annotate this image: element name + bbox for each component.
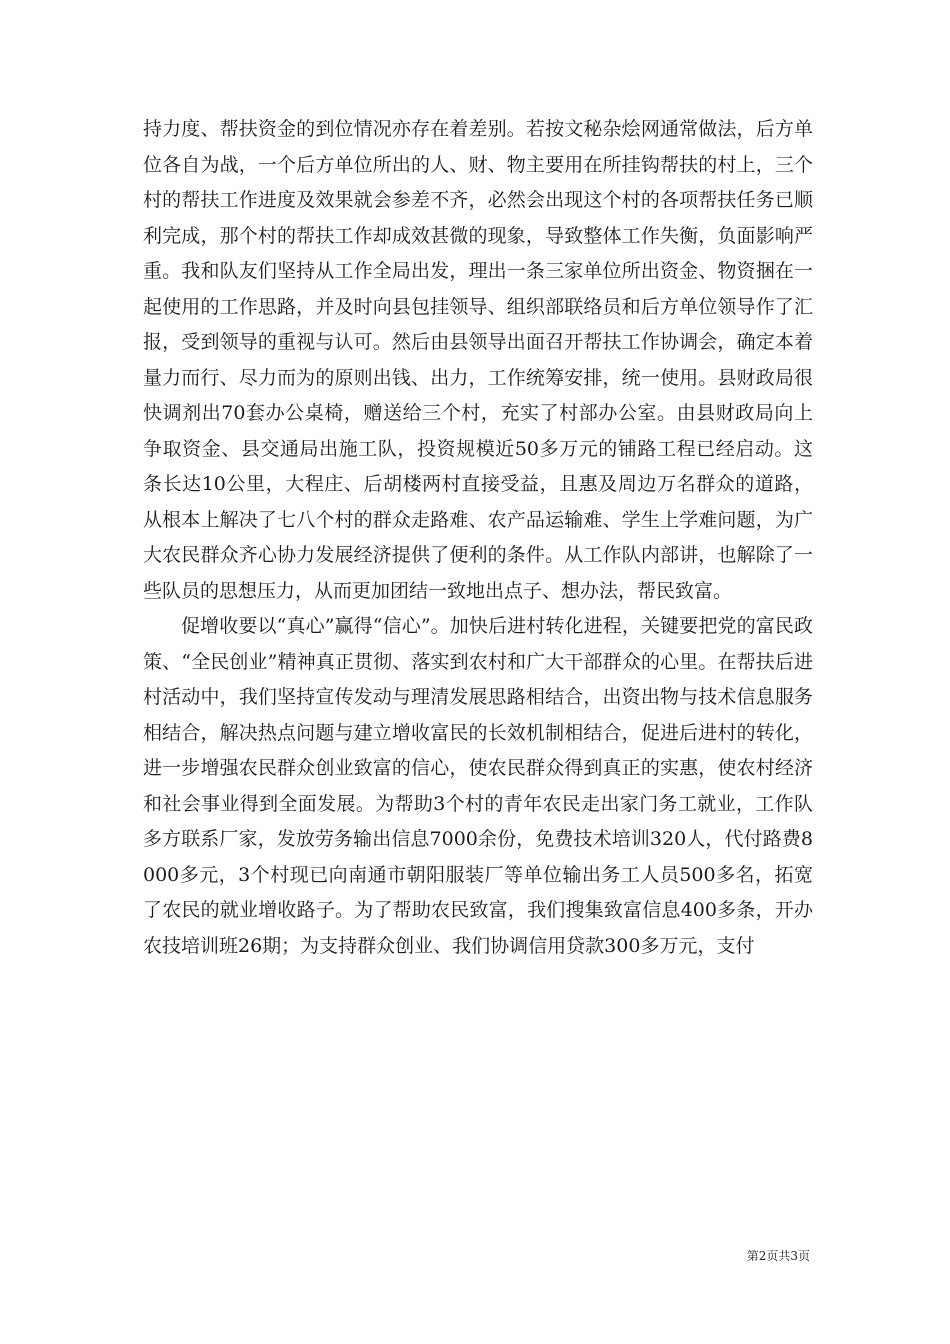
paragraph-1: 持力度、帮扶资金的到位情况亦存在着差别。若按文秘杂烩网通常做法，后方单位各自为战，一个后方单位所出的人、财、物主要用在所挂钩帮扶的村上，三个村的帮扶工作进度及效果就会参差不齐，必然会出现这个村的各项帮扶任务已顺利完成，那个村的帮扶工作却成效甚微的现象，导致整体工作失衡，负面影响严重。我和队友们坚持从工作全局出发，理出一条三家单位所出资金、物资捆在一起使用的工作思路，并及时向县包挂领导、组织部联络员和后方单位领导作了汇报，受到领导的重视与认可。然后由县领导出面召开帮扶工作协调会，确定本着量力而行、尽力而为的原则出钱、出力，工作统筹安排，统一使用。县财政局很快调剂出70套办公桌椅，赠送给三个村，充实了村部办公室。由县财政局向上争取资金、县交通局出施工队，投资规模近50多万元的铺路工程已经启动。这条长达10公里，大程庄、后胡楼两村直接受益，且惠及周边万名群众的道路，从根本上解决了七八个村的群众走路难、农产品运输难、学生上学难问题，为广大农民群众齐心协力发展经济提供了便利的条件。从工作队内部讲，也解除了一些队员的思想压力，从而更加团结一致地出点子、想办法，帮民致富。: [143, 118, 813, 602]
paragraph-2: 促增收要以“真心”赢得“信心”。加快后进村转化进程，关键要把党的富民政策、“全民创业”精神真正贯彻、落实到农村和广大干部群众的心里。在帮扶后进村活动中，我们坚持宣传发动与理清发展思路相结合，出资出物与技术信息服务相结合，解决热点问题与建立增收富民的长效机制相结合，促进后进村的转化，进一步增强农民群众创业致富的信心，使农民群众得到真正的实惠，使农村经济和社会事业得到全面发展。为帮助3个村的青年农民走出家门务工就业，工作队多方联系厂家，发放劳务输出信息7000余份，免费技术培训320人，代付路费8000多元，3个村现已向南通市朝阳服装厂等单位输出务工人员500多名，拓宽了农民的就业增收路子。为了帮助农民致富，我们搜集致富信息400多条，开办农技培训班26期；为支持群众创业、我们协调信用贷款300多万元，支付: [143, 615, 813, 957]
page-number-footer: 第2页共3页: [746, 1249, 810, 1263]
document-body: [143, 112, 813, 964]
